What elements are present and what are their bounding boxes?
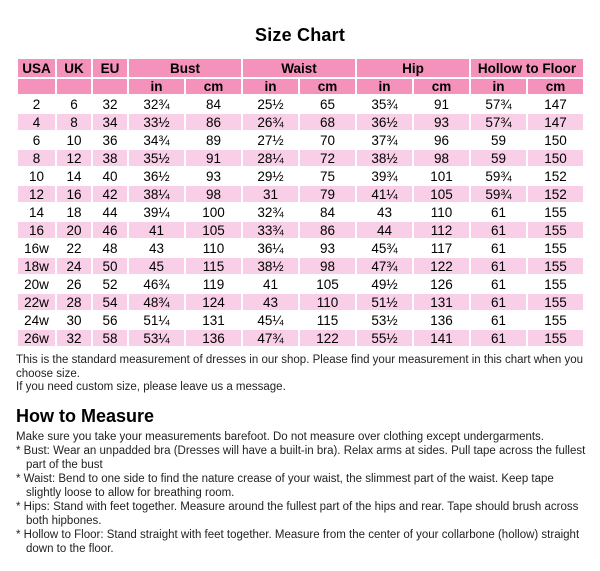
table-cell: 36¼ [242, 239, 299, 257]
table-cell: 8 [17, 149, 56, 167]
table-cell: 27½ [242, 131, 299, 149]
table-cell: 24 [56, 257, 92, 275]
table-cell: 38½ [242, 257, 299, 275]
measure-bullet-hips: * Hips: Stand with feet together. Measure around the fullest part of the hips and rear. Tape should brush across both hipbones. [16, 500, 579, 527]
unit-header-in: in [128, 78, 185, 95]
table-cell: 10 [56, 131, 92, 149]
table-cell: 30 [56, 311, 92, 329]
table-cell: 122 [299, 329, 356, 347]
table-cell: 47¾ [356, 257, 413, 275]
table-cell: 110 [299, 293, 356, 311]
table-cell: 59¾ [470, 167, 527, 185]
size-chart-table [16, 57, 585, 348]
table-cell: 40 [92, 167, 128, 185]
table-cell: 35¾ [356, 95, 413, 113]
table-cell: 41 [128, 221, 185, 239]
table-cell: 96 [413, 131, 470, 149]
table-cell: 100 [185, 203, 242, 221]
table-row [17, 257, 584, 275]
table-cell: 61 [470, 221, 527, 239]
table-cell: 36 [92, 131, 128, 149]
table-cell: 57¾ [470, 95, 527, 113]
table-row [17, 113, 584, 131]
unit-header-cm: cm [527, 78, 584, 95]
table-cell: 12 [56, 149, 92, 167]
table-cell: 152 [527, 167, 584, 185]
table-cell: 35½ [128, 149, 185, 167]
table-cell: 53½ [356, 311, 413, 329]
table-cell: 36½ [128, 167, 185, 185]
table-cell: 53¼ [128, 329, 185, 347]
measure-intro: Make sure you take your measurements barefoot. Do not measure over clothing except undergarments. [16, 430, 544, 443]
table-cell: 22w [17, 293, 56, 311]
table-row [17, 149, 584, 167]
table-cell: 84 [299, 203, 356, 221]
table-cell: 48¾ [128, 293, 185, 311]
table-cell: 8 [56, 113, 92, 131]
header-group-row [17, 58, 584, 78]
table-cell: 61 [470, 203, 527, 221]
table-row [17, 131, 584, 149]
how-to-measure-body [16, 430, 592, 556]
table-cell: 119 [185, 275, 242, 293]
table-cell: 6 [17, 131, 56, 149]
measure-bullet-waist: * Waist: Bend to one side to find the nature crease of your waist, the slimmest part of the waist. Keep tape slightly loose to allow for breathing room. [16, 472, 554, 499]
table-cell: 18w [17, 257, 56, 275]
table-cell: 147 [527, 113, 584, 131]
table-cell: 54 [92, 293, 128, 311]
table-cell: 155 [527, 275, 584, 293]
table-cell: 59 [470, 149, 527, 167]
column-header-bust: Bust [128, 58, 242, 78]
table-cell: 29½ [242, 167, 299, 185]
table-cell: 2 [17, 95, 56, 113]
table-cell: 51¼ [128, 311, 185, 329]
table-cell: 26¾ [242, 113, 299, 131]
table-cell: 147 [527, 95, 584, 113]
table-cell: 93 [299, 239, 356, 257]
table-cell: 49½ [356, 275, 413, 293]
table-cell: 105 [413, 185, 470, 203]
table-cell: 122 [413, 257, 470, 275]
table-cell: 89 [185, 131, 242, 149]
unit-header-in: in [242, 78, 299, 95]
column-header-eu: EU [92, 58, 128, 78]
table-cell: 110 [185, 239, 242, 257]
table-cell: 86 [299, 221, 356, 239]
table-cell: 34¾ [128, 131, 185, 149]
table-row [17, 275, 584, 293]
table-cell: 61 [470, 275, 527, 293]
table-cell: 18 [56, 203, 92, 221]
table-cell: 31 [242, 185, 299, 203]
table-cell: 155 [527, 293, 584, 311]
header-spacer-cell [56, 78, 92, 95]
table-cell: 98 [299, 257, 356, 275]
note-line: If you need custom size, please leave us a message. [16, 381, 286, 393]
table-cell: 150 [527, 149, 584, 167]
table-cell: 38¼ [128, 185, 185, 203]
table-cell: 51½ [356, 293, 413, 311]
table-cell: 46¾ [128, 275, 185, 293]
table-row [17, 293, 584, 311]
table-cell: 126 [413, 275, 470, 293]
table-cell: 65 [299, 95, 356, 113]
table-cell: 32¾ [242, 203, 299, 221]
table-cell: 32¾ [128, 95, 185, 113]
table-cell: 32 [92, 95, 128, 113]
table-row [17, 221, 584, 239]
table-cell: 43 [242, 293, 299, 311]
table-cell: 72 [299, 149, 356, 167]
table-cell: 117 [413, 239, 470, 257]
table-cell: 155 [527, 257, 584, 275]
table-cell: 150 [527, 131, 584, 149]
table-cell: 39¼ [128, 203, 185, 221]
table-cell: 84 [185, 95, 242, 113]
table-cell: 57¾ [470, 113, 527, 131]
table-cell: 45 [128, 257, 185, 275]
table-cell: 91 [413, 95, 470, 113]
table-cell: 43 [356, 203, 413, 221]
table-header [17, 58, 584, 95]
table-cell: 56 [92, 311, 128, 329]
table-cell: 61 [470, 311, 527, 329]
table-row [17, 311, 584, 329]
table-cell: 61 [470, 293, 527, 311]
table-cell: 70 [299, 131, 356, 149]
table-cell: 68 [299, 113, 356, 131]
column-header-hollow-to-floor: Hollow to Floor [470, 58, 584, 78]
header-spacer-cell [17, 78, 56, 95]
table-row [17, 239, 584, 257]
table-cell: 105 [185, 221, 242, 239]
table-cell: 4 [17, 113, 56, 131]
table-cell: 33¾ [242, 221, 299, 239]
table-cell: 43 [128, 239, 185, 257]
column-header-uk: UK [56, 58, 92, 78]
table-cell: 61 [470, 239, 527, 257]
table-cell: 41 [242, 275, 299, 293]
table-cell: 98 [413, 149, 470, 167]
table-cell: 20 [56, 221, 92, 239]
table-cell: 36½ [356, 113, 413, 131]
table-cell: 141 [413, 329, 470, 347]
table-cell: 45¾ [356, 239, 413, 257]
table-cell: 41¼ [356, 185, 413, 203]
table-cell: 155 [527, 203, 584, 221]
table-cell: 46 [92, 221, 128, 239]
unit-header-cm: cm [299, 78, 356, 95]
unit-header-in: in [470, 78, 527, 95]
table-cell: 136 [413, 311, 470, 329]
table-row [17, 167, 584, 185]
table-cell: 16w [17, 239, 56, 257]
unit-header-in: in [356, 78, 413, 95]
table-row [17, 329, 584, 347]
table-cell: 59 [470, 131, 527, 149]
how-to-measure-heading: How to Measure [16, 405, 155, 426]
header-unit-row [17, 78, 584, 95]
table-cell: 10 [17, 167, 56, 185]
table-cell: 28 [56, 293, 92, 311]
table-cell: 115 [299, 311, 356, 329]
measure-bullet-bust: * Bust: Wear an unpadded bra (Dresses will have a built-in bra). Relax arms at sides. Pull tape across the fullest part of the bust [16, 444, 586, 471]
table-cell: 28¼ [242, 149, 299, 167]
table-row [17, 185, 584, 203]
column-header-hip: Hip [356, 58, 470, 78]
table-cell: 34 [92, 113, 128, 131]
note-line: This is the standard measurement of dresses in our shop. Please find your measurement in this chart when you choose size. [16, 354, 583, 380]
measure-bullet-hollow-to-floor: * Hollow to Floor: Stand straight with feet together. Measure from the center of your collarbone (hollow) straight down to the floor. [16, 528, 580, 555]
table-cell: 152 [527, 185, 584, 203]
table-cell: 155 [527, 311, 584, 329]
table-cell: 55½ [356, 329, 413, 347]
table-cell: 25½ [242, 95, 299, 113]
table-cell: 6 [56, 95, 92, 113]
table-cell: 112 [413, 221, 470, 239]
table-cell: 136 [185, 329, 242, 347]
table-cell: 93 [185, 167, 242, 185]
table-cell: 38½ [356, 149, 413, 167]
table-cell: 38 [92, 149, 128, 167]
table-cell: 155 [527, 239, 584, 257]
table-cell: 44 [356, 221, 413, 239]
table-cell: 59¾ [470, 185, 527, 203]
table-cell: 61 [470, 329, 527, 347]
table-cell: 75 [299, 167, 356, 185]
table-cell: 14 [17, 203, 56, 221]
table-cell: 12 [17, 185, 56, 203]
table-cell: 124 [185, 293, 242, 311]
table-cell: 16 [56, 185, 92, 203]
table-cell: 91 [185, 149, 242, 167]
table-cell: 131 [413, 293, 470, 311]
table-cell: 48 [92, 239, 128, 257]
table-cell: 33½ [128, 113, 185, 131]
table-cell: 115 [185, 257, 242, 275]
table-cell: 110 [413, 203, 470, 221]
size-rows [17, 95, 584, 347]
table-cell: 16 [17, 221, 56, 239]
table-cell: 58 [92, 329, 128, 347]
table-cell: 50 [92, 257, 128, 275]
table-cell: 155 [527, 221, 584, 239]
table-cell: 86 [185, 113, 242, 131]
unit-header-cm: cm [185, 78, 242, 95]
table-cell: 45¼ [242, 311, 299, 329]
table-cell: 47¾ [242, 329, 299, 347]
table-cell: 37¾ [356, 131, 413, 149]
table-cell: 79 [299, 185, 356, 203]
table-cell: 20w [17, 275, 56, 293]
column-header-waist: Waist [242, 58, 356, 78]
table-cell: 61 [470, 257, 527, 275]
table-cell: 131 [185, 311, 242, 329]
header-spacer-cell [92, 78, 128, 95]
table-cell: 32 [56, 329, 92, 347]
table-cell: 24w [17, 311, 56, 329]
table-cell: 39¾ [356, 167, 413, 185]
table-cell: 26 [56, 275, 92, 293]
table-cell: 52 [92, 275, 128, 293]
table-cell: 44 [92, 203, 128, 221]
column-header-usa: USA [17, 58, 56, 78]
table-cell: 26w [17, 329, 56, 347]
page-title: Size Chart [254, 25, 346, 45]
table-cell: 93 [413, 113, 470, 131]
table-row [17, 95, 584, 113]
table-cell: 42 [92, 185, 128, 203]
table-cell: 105 [299, 275, 356, 293]
standard-measurement-note [16, 354, 590, 395]
table-cell: 101 [413, 167, 470, 185]
table-cell: 14 [56, 167, 92, 185]
table-cell: 98 [185, 185, 242, 203]
table-cell: 155 [527, 329, 584, 347]
table-row [17, 203, 584, 221]
unit-header-cm: cm [413, 78, 470, 95]
table-cell: 22 [56, 239, 92, 257]
